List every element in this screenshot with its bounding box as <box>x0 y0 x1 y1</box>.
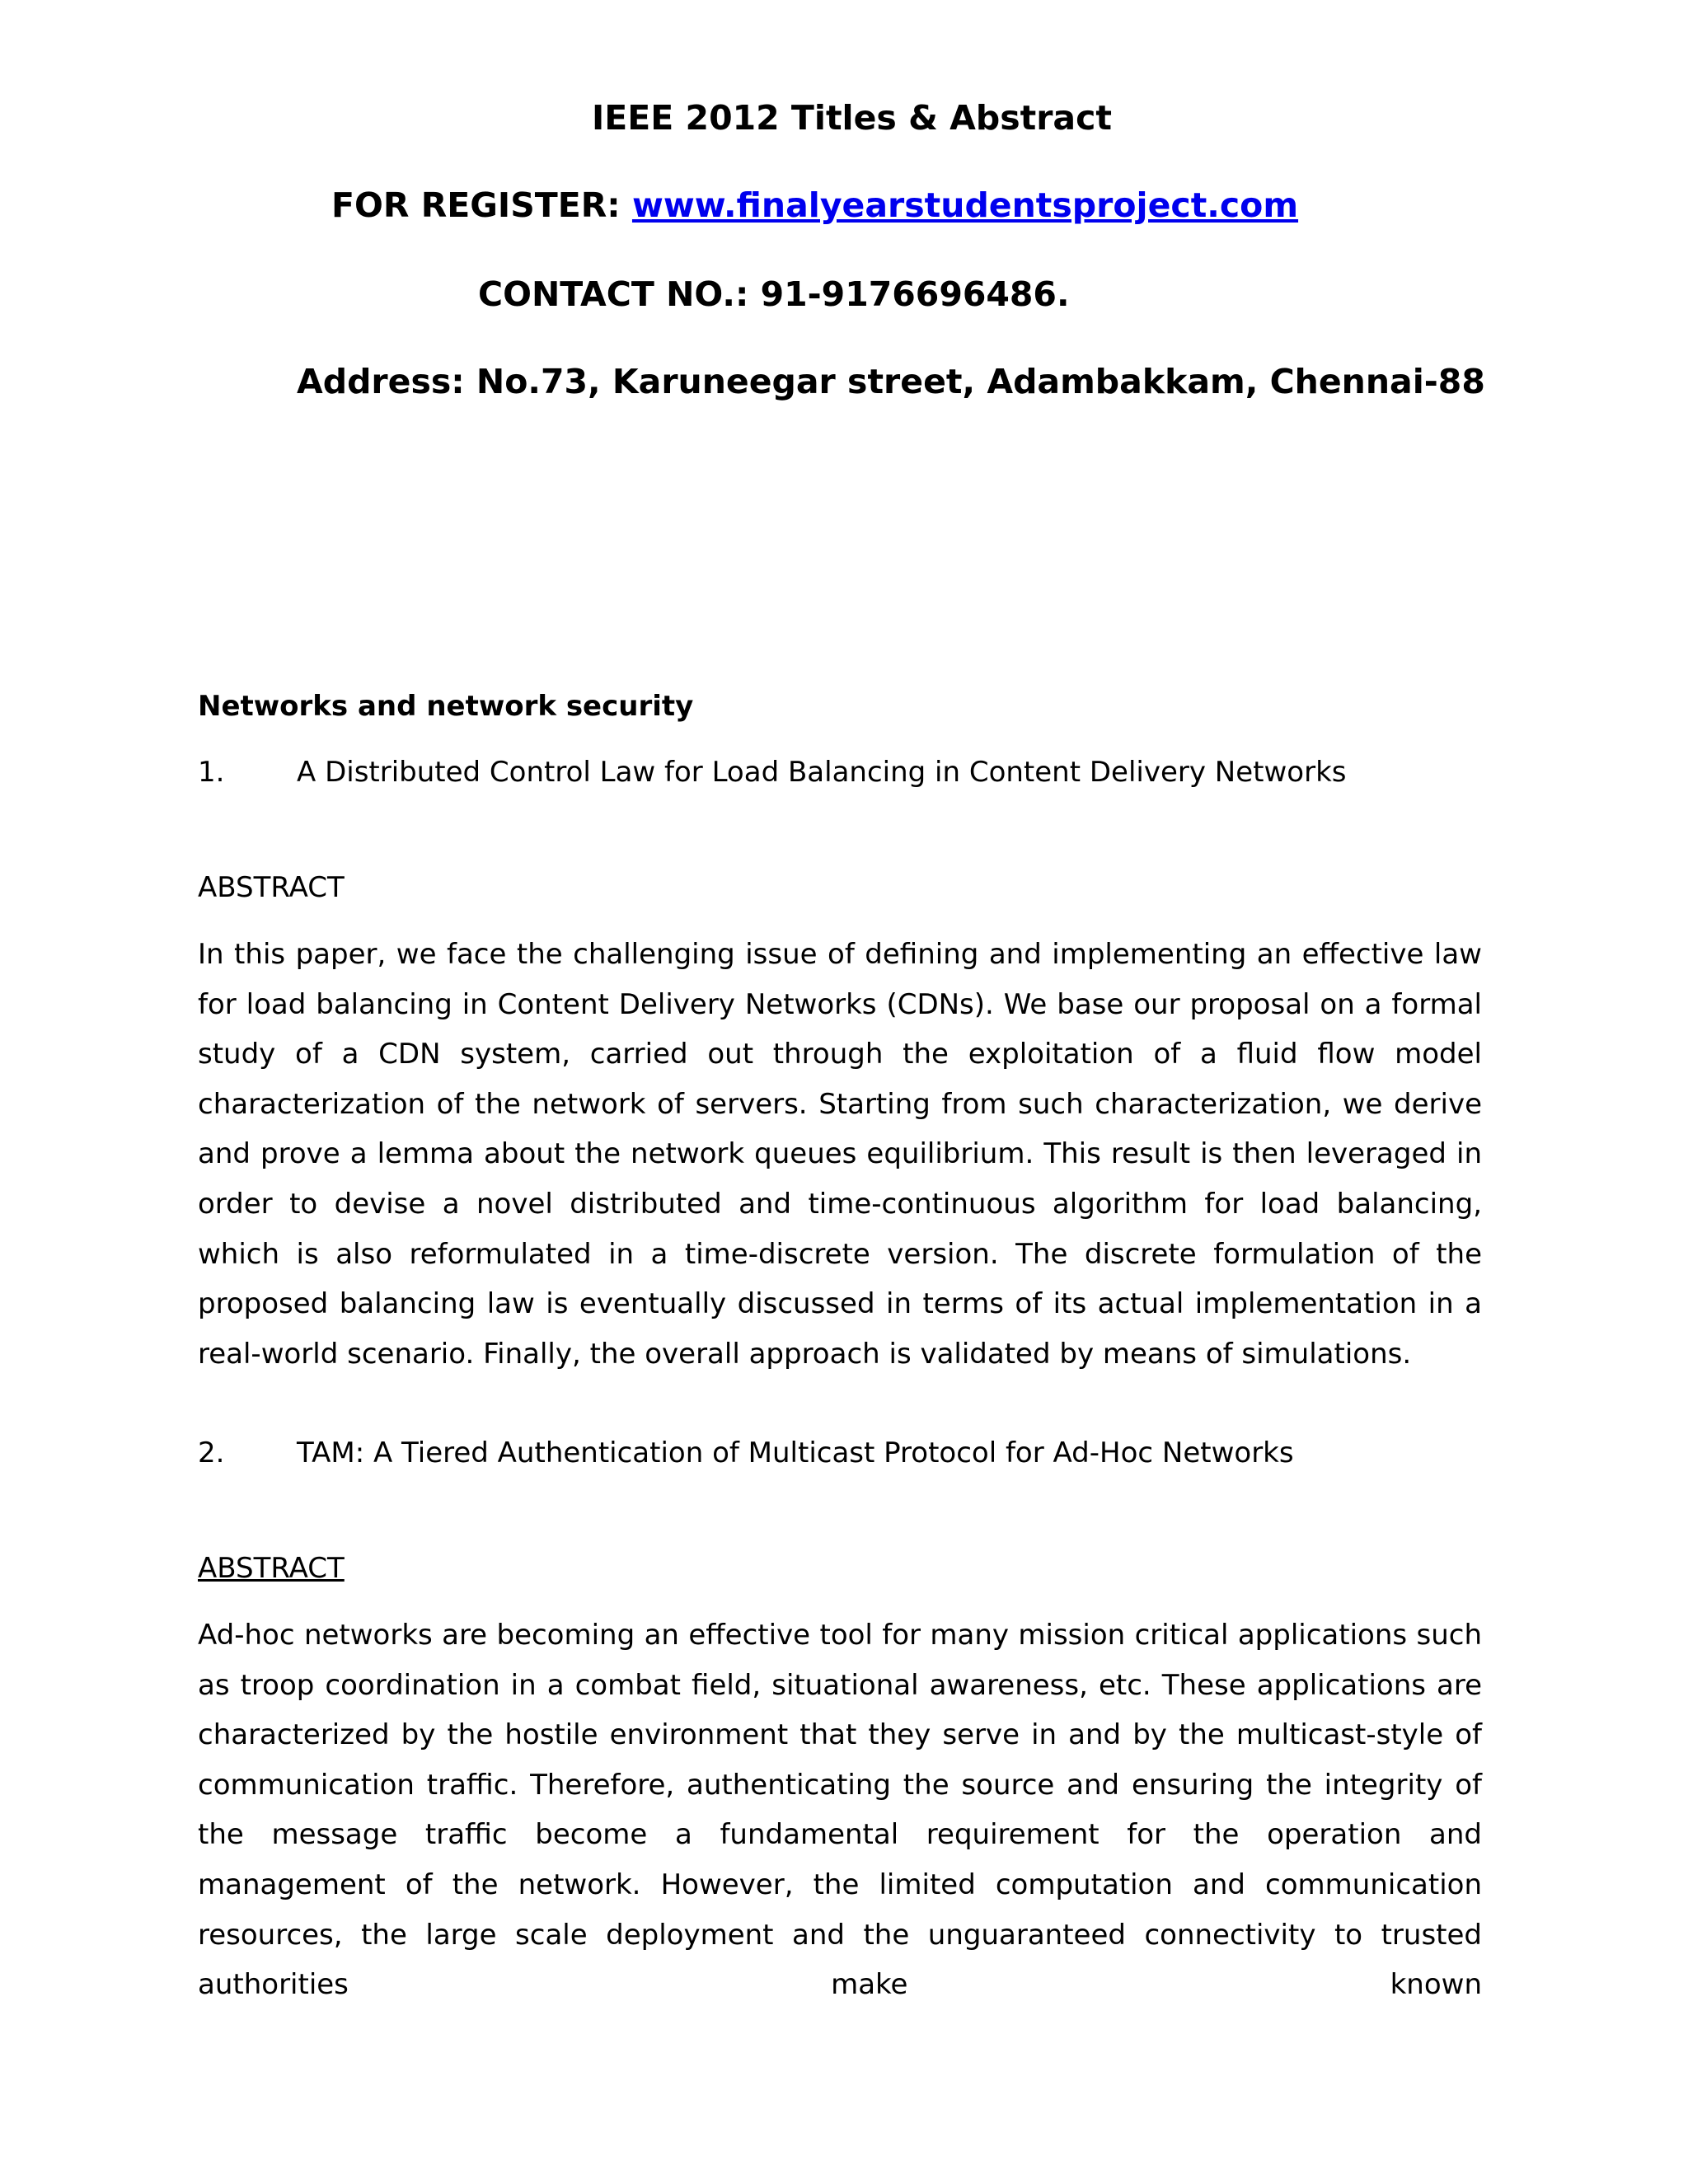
document-title: IEEE 2012 Titles & Abstract <box>592 98 1112 138</box>
contact-line: CONTACT NO.: 91-9176696486. <box>478 274 1070 314</box>
abstract-label: ABSTRACT <box>198 1552 345 1585</box>
section-heading: Networks and network security <box>198 690 694 723</box>
item-number: 1. <box>198 756 225 789</box>
item-title <box>198 755 1346 790</box>
item-title <box>198 1436 1294 1470</box>
address-line: Address: No.73, Karuneegar street, Adambakkam, Chennai-88 <box>297 362 1485 401</box>
item-number: 2. <box>198 1436 225 1469</box>
item-title-text: A Distributed Control Law for Load Balancing in Content Delivery Networks <box>297 756 1347 789</box>
abstract-text: Ad-hoc networks are becoming an effective tool for many mission critical applications such as troop coordination in a combat field, situational awareness, etc. These applications are characterized by the hostile environment that they serve in and by the multicast-style of communication traffic. Therefore, authenticating the source and ensuring the integrity of the message traffic become a fundamental requirement for the operation and management of the network. However, the limited computation and communication resources, the large scale deployment and the unguaranteed connectivity to trusted authorities make known <box>198 1619 1482 2002</box>
item-title-text: TAM: A Tiered Authentication of Multicast Protocol for Ad-Hoc Networks <box>297 1436 1294 1469</box>
register-line <box>331 185 1298 226</box>
abstract-label: ABSTRACT <box>198 871 345 904</box>
abstract-text: In this paper, we face the challenging issue of defining and implementing an effective law for load balancing in Content Delivery Networks (CDNs). We base our proposal on a formal study of a CDN system, carried out through the exploitation of a fluid flow model characterization of the network of servers. Starting from such characterization, we derive and prove a lemma about the network queues equilibrium. This result is then leveraged in order to devise a novel distributed and time-continuous algorithm for load balancing, which is also reformulated in a time-discrete version. The discrete formulation of the proposed balancing law is eventually discussed in terms of its actual implementation in a real-world scenario. Finally, the overall approach is validated by means of simulations. <box>198 938 1482 1371</box>
register-link[interactable]: www.finalyearstudentsproject.com <box>631 185 1299 225</box>
register-label: FOR REGISTER: <box>331 185 621 225</box>
